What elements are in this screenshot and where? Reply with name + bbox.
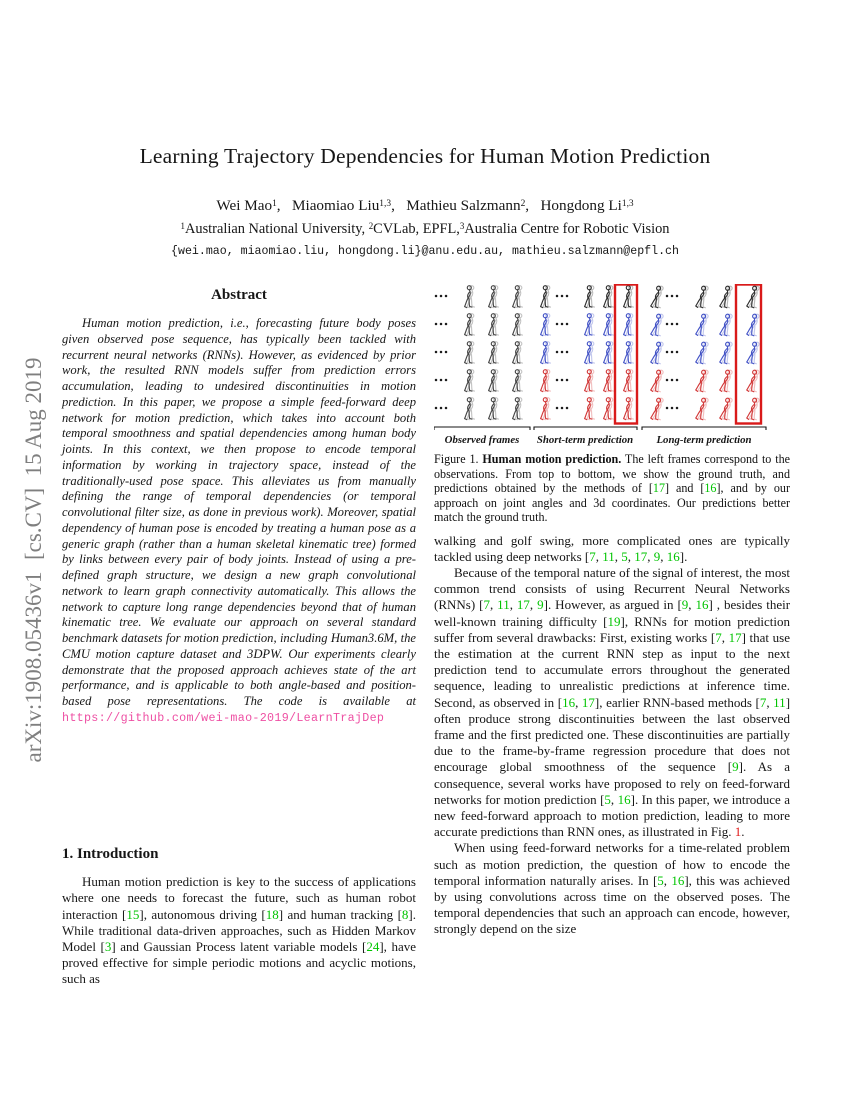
superscript: 2 [368, 220, 374, 231]
ellipsis-dots [440, 351, 443, 354]
citation-ref: 19 [607, 613, 621, 629]
ellipsis-dots [666, 407, 669, 410]
stick-figure-ghost [698, 397, 709, 420]
text-run: ], this was achieved by using convolutions across time on the observed poses. The temporal dependencies that such an approach can encode, however, strongly depend on the size [434, 872, 790, 937]
text-run: The left frames correspond to the observations. From top to bottom, we show the ground truth, and predictions obtained by the methods of [ [434, 452, 790, 495]
superscript: 3 [459, 220, 465, 231]
text-run: , [529, 597, 538, 613]
text-run: ]. In this paper, we introduce a new feed-forward approach to motion prediction, leading to more accurate predictions than RNN ones, as illustrated in Fig. [434, 791, 791, 840]
ellipsis-dots [445, 295, 448, 298]
text-run: ] that use the estimation at the current RNN step as input to the next prediction tend to accumulate errors throughout the generated sequence, leading to unrealistic predictions at inference time. Second, as observed in [ [434, 629, 791, 710]
text-run: ]. [679, 548, 688, 564]
ellipsis-dots [445, 323, 448, 326]
ellipsis-dots [676, 295, 679, 298]
figure1-svg [434, 284, 770, 432]
ellipsis-dots [566, 407, 569, 410]
superscript: 1 [180, 220, 185, 231]
stick-figure-ghost [749, 341, 760, 364]
text-run: ], earlier RNN-based methods [ [594, 694, 760, 710]
bold-text: Human motion prediction. [482, 452, 622, 466]
ellipsis-dots [561, 323, 564, 326]
text-run: ], RNNs for motion prediction suffer from several drawbacks: First, existing works [ [434, 613, 790, 645]
text-run: ]. As a consequence, several works have proposed to rely on feed-forward networks for motion prediction [ [434, 759, 790, 807]
text-run: ], autonomous driving [ [139, 906, 266, 922]
ellipsis-dots [671, 407, 674, 410]
citation-ref: 5 [604, 791, 611, 807]
ellipsis-dots [445, 407, 448, 410]
stick-figure-ghost [749, 397, 760, 420]
text-run: ] and [ [665, 481, 705, 495]
stick-figure-ghost [653, 369, 664, 392]
citation-ref: 11 [497, 597, 510, 613]
citation-ref: 17 [516, 597, 530, 613]
ellipsis-dots [566, 351, 569, 354]
group-brace-2 [642, 427, 766, 430]
text-run: , [627, 548, 635, 564]
ellipsis-dots [556, 379, 559, 382]
citation-ref: 16 [562, 694, 576, 710]
ellipsis-dots [445, 379, 448, 382]
text-run: Human motion prediction is key to the success of applications where one needs to forecast the future, such as human robot interaction [ [62, 874, 416, 922]
ellipsis-dots [676, 351, 679, 354]
superscript: 2 [520, 198, 526, 209]
group-brace-1 [534, 427, 637, 430]
ellipsis-dots [676, 323, 679, 326]
authors-line [0, 197, 850, 215]
text-run: , [688, 597, 696, 613]
ellipsis-dots [671, 295, 674, 298]
right-column [434, 284, 790, 938]
superscript: 1,3 [621, 198, 634, 209]
text-run: walking and golf swing, more complicated ones are typically tackled using deep networks [ [434, 532, 790, 564]
ellipsis-dots [561, 351, 564, 354]
ellipsis-dots [561, 379, 564, 382]
citation-ref: 8 [401, 906, 409, 922]
ellipsis-dots [671, 379, 674, 382]
citation-ref: 9 [681, 597, 689, 613]
text-run: , [647, 548, 654, 564]
introduction-heading: 1. Introduction [62, 846, 159, 862]
text-run: , Hongdong Li [525, 197, 622, 214]
citation-ref: 5 [621, 548, 628, 564]
text-run: , [766, 694, 774, 710]
ellipsis-dots [566, 323, 569, 326]
citation-ref: 7 [483, 597, 490, 613]
ellipsis-dots [666, 323, 669, 326]
citation-ref: 11 [602, 548, 615, 564]
paragraph-feed-forward [434, 840, 790, 937]
figure1-motion-grid [434, 284, 770, 447]
stick-figure-ghost [749, 285, 760, 308]
stick-figure-ghost [698, 285, 709, 308]
text-run: Australia Centre for Robotic Vision [464, 221, 670, 237]
figure-ref: 1 [734, 824, 742, 840]
citation-ref: 17 [728, 629, 742, 645]
citation-ref: 15 [126, 906, 140, 922]
text-run: , Miaomiao Liu [276, 197, 380, 214]
ellipsis-dots [440, 379, 443, 382]
paragraph-rnn-drawbacks [434, 565, 790, 840]
text-run: , [489, 597, 498, 613]
stick-figure-ghost [698, 369, 709, 392]
citation-ref: 17 [634, 548, 648, 564]
text-run: ] and Gaussian Process latent variable models [ [111, 939, 367, 955]
text-run: , [575, 694, 582, 710]
citation-ref: 7 [715, 629, 722, 645]
citation-ref: 7 [759, 694, 767, 710]
citation-ref: 9 [732, 759, 739, 775]
text-run: , [663, 872, 672, 888]
citation-ref: 16 [695, 597, 709, 613]
text-run: . [741, 824, 745, 840]
group-brace-0 [434, 427, 530, 430]
text-run: ]. However, as argued in [ [543, 597, 682, 613]
ellipsis-dots [676, 379, 679, 382]
ellipsis-dots [435, 351, 438, 354]
text-run: ], have proved effective for simple periodic motions and acyclic motions, such as [62, 939, 416, 987]
text-run: When using feed-forward networks for a time-related problem such as motion prediction, the question of how to encode the temporal information naturally arises. In [ [434, 840, 790, 888]
text-run: ] and human tracking [ [278, 906, 402, 922]
citation-ref: 16 [671, 872, 685, 888]
ellipsis-dots [561, 295, 564, 298]
stick-figure-ghost [653, 341, 664, 364]
text-run: Because of the temporal nature of the signal of interest, the most common trend consists of using Recurrent Neural Networks (RNNs) [ [434, 564, 790, 613]
stick-figure-ghost [722, 397, 733, 420]
ellipsis-dots [566, 379, 569, 382]
paper-title: Learning Trajectory Dependencies for Human Motion Prediction [139, 144, 711, 168]
introduction-paragraph [62, 874, 416, 987]
stick-figure-ghost [698, 313, 709, 336]
label-short-term-prediction: Short-term prediction [536, 434, 634, 446]
ellipsis-dots [440, 407, 443, 410]
ellipsis-dots [556, 323, 559, 326]
ellipsis-dots [440, 295, 443, 298]
text-run: Australian National University, [184, 221, 369, 237]
ellipsis-dots [435, 323, 438, 326]
text-run: , [721, 629, 729, 645]
ellipsis-dots [440, 323, 443, 326]
stick-figure-ghost [749, 369, 760, 392]
text-run: Human motion prediction, i.e., forecasting future body poses given observed pose sequence, has typically been tackled with recurrent neural networks (RNNs). However, as evidenced by prior work, the resulted RNN models suffer from prediction errors accumulation, leading to undesired discontinuities in motion prediction. In this paper, we propose a simple feed-forward deep network for motion prediction, which takes into account both temporal smoothness and spatial dependencies among human body joints. In this context, we then propose to encode temporal information by working in trajectory space, instead of the traditionally-used pose space. This alleviates us from manually defining the range of temporal dependencies (or temporal convolutional filter size, as done in previous work). Moreover, spatial dependency of human pose is encoded by treating a human pose as a generic graph (rather than a human skeletal kinematic tree) formed by links between every pair of body joints. Instead of using a pre-defined graph structure, we design a new graph convolutional network to learn graph connectivity automatically. This allows the network to capture long range dependencies beyond that of human kinematic tree. We evaluate our approach on several standard benchmark datasets for motion prediction, including Human3.6M, the CMU motion capture dataset and 3DPW. Our experiments clearly demonstrate that the proposed approach achieves state of the art performance, and is applicable to both angle-based and position-based pose representations. The code is available at [62, 316, 416, 709]
ellipsis-dots [435, 295, 438, 298]
figure1-caption [434, 452, 790, 525]
text-run: , [509, 597, 517, 613]
text-run: , [614, 548, 622, 564]
text-run: Wei Mao [216, 197, 273, 214]
text-run: Figure 1. [434, 452, 483, 466]
text-run: ] , besides their well-known training difficulty [ [434, 597, 791, 629]
code-url-link[interactable]: https://github.com/wei-mao-2019/LearnTrajDep [62, 710, 385, 725]
label-long-term-prediction: Long-term prediction [656, 434, 752, 446]
emails-line: {wei.mao, miaomiao.liu, hongdong.li}@anu.edu.au, mathieu.salzmann@epfl.ch [171, 245, 679, 258]
text-run: , [610, 791, 618, 807]
left-column-abstract [62, 287, 416, 727]
text-run: ] often produce strong discontinuities between the last observed frame and the first predicted one. These discontinuities are partially due to the frame-by-frame regression procedure that does not encourage global smoothness of the sequence [ [434, 694, 791, 775]
left-column-introduction [62, 846, 416, 988]
stick-figure-ghost [749, 313, 760, 336]
stick-figure-ghost [653, 313, 664, 336]
ellipsis-dots [435, 379, 438, 382]
superscript: 1 [272, 198, 277, 209]
ellipsis-dots [435, 407, 438, 410]
stick-figure-ghost [722, 369, 733, 392]
ellipsis-dots [671, 323, 674, 326]
citation-ref: 9 [653, 548, 661, 564]
citation-ref: 17 [652, 481, 665, 495]
stick-figure-ghost [722, 313, 733, 336]
text-run: CVLab, EPFL, [373, 221, 460, 237]
ellipsis-dots [666, 379, 669, 382]
ellipsis-dots [566, 295, 569, 298]
citation-ref: 17 [581, 694, 595, 710]
stick-figure-ghost [722, 341, 733, 364]
ellipsis-dots [676, 407, 679, 410]
ellipsis-dots [556, 351, 559, 354]
affiliations-line [0, 221, 850, 238]
ellipsis-dots [561, 407, 564, 410]
text-run: , [595, 548, 603, 564]
ellipsis-dots [556, 407, 559, 410]
text-run: ], and by our approach on joint angles and 3d coordinates. Our predictions better match the ground truth. [434, 481, 790, 524]
text-run: , Mathieu Salzmann [391, 197, 521, 214]
ellipsis-dots [445, 351, 448, 354]
ellipsis-dots [556, 295, 559, 298]
abstract-heading: Abstract [211, 287, 267, 303]
ellipsis-dots [666, 295, 669, 298]
text-run: , [660, 548, 667, 564]
text-run: ]. While traditional data-driven approaches, such as Hidden Markov Model [ [62, 906, 417, 955]
abstract-text [62, 316, 416, 727]
ellipsis-dots [666, 351, 669, 354]
label-observed-frames: Observed frames [444, 434, 520, 446]
citation-ref: 7 [589, 548, 596, 564]
arxiv-watermark: arXiv:1908.05436v1 [cs.CV] 15 Aug 2019 [21, 357, 46, 763]
citation-ref: 5 [657, 872, 664, 888]
ellipsis-dots [671, 351, 674, 354]
citation-ref: 3 [104, 939, 112, 955]
citation-ref: 18 [265, 906, 279, 922]
figure1-group-labels [434, 432, 770, 447]
citation-ref: 16 [704, 481, 717, 495]
citation-ref: 9 [537, 597, 544, 613]
citation-ref: 24 [366, 939, 380, 955]
stick-figure-ghost [722, 285, 733, 308]
citation-ref: 11 [773, 694, 786, 710]
superscript: 1,3 [379, 198, 392, 209]
citation-ref: 16 [666, 548, 680, 564]
citation-ref: 16 [617, 791, 631, 807]
paragraph-deep-networks [434, 533, 790, 565]
stick-figure-ghost [653, 285, 664, 308]
stick-figure-ghost [698, 341, 709, 364]
stick-figure-ghost [653, 397, 664, 420]
